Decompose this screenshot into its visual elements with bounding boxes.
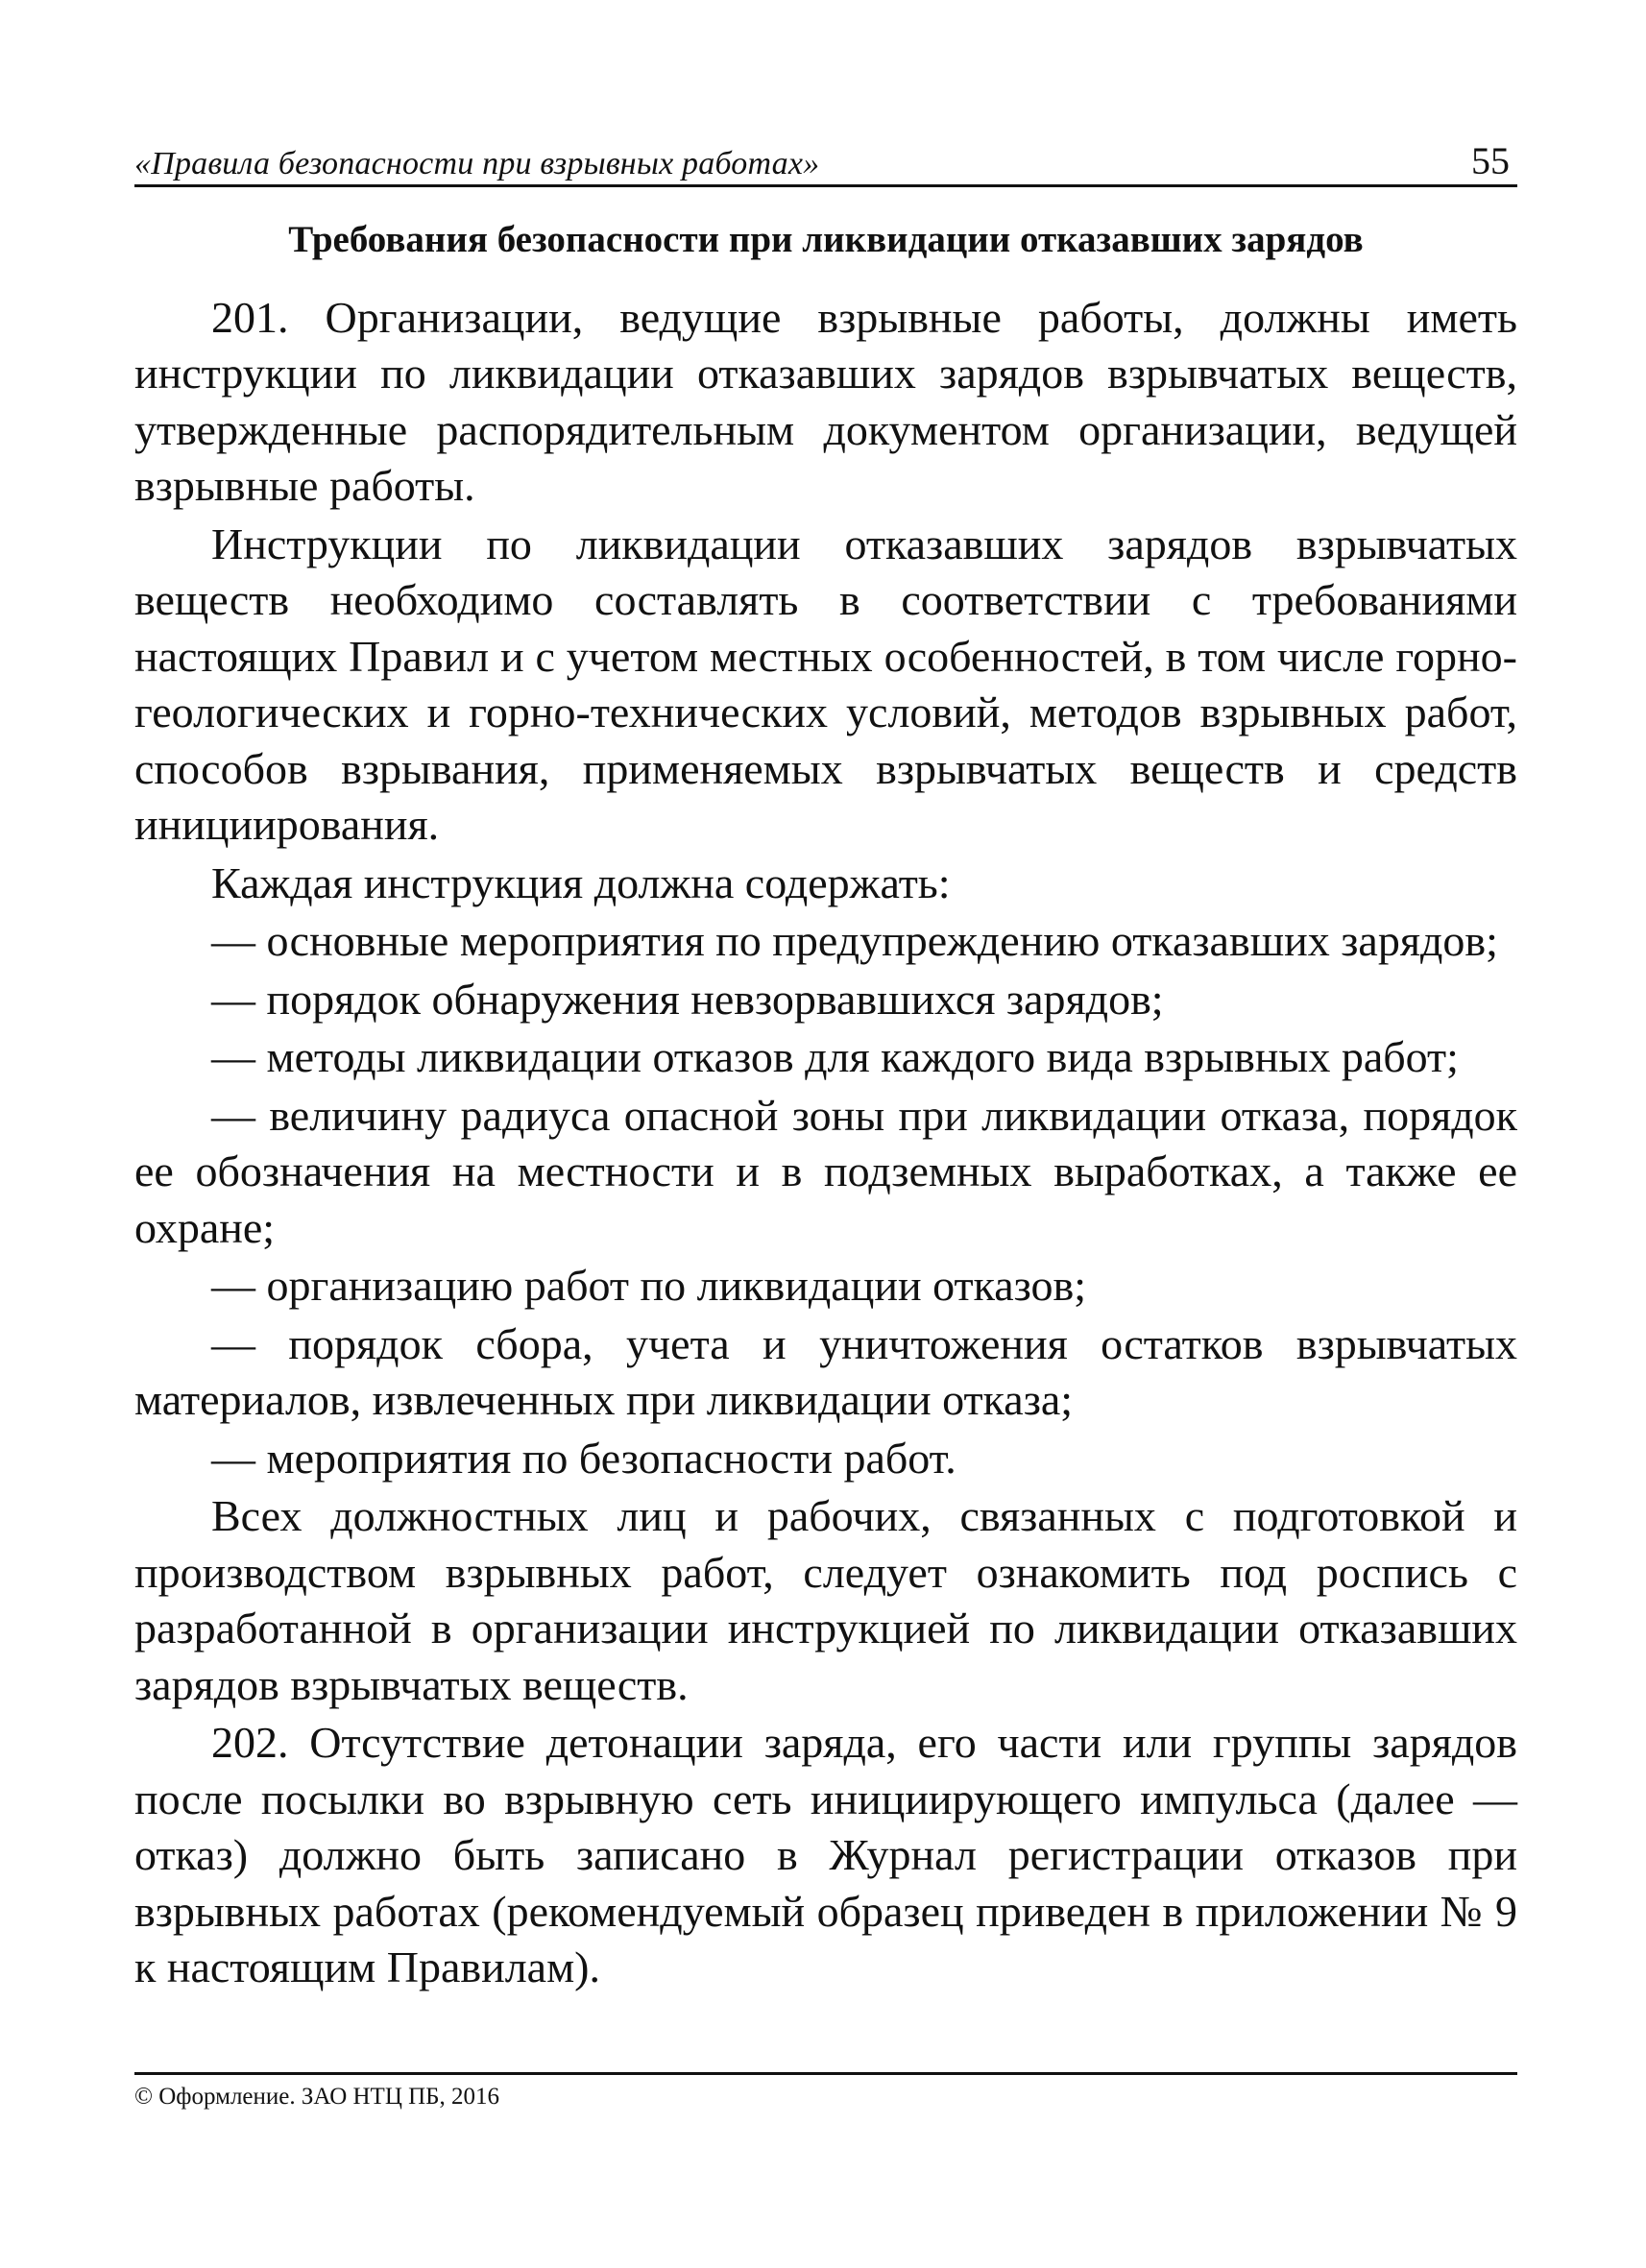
- paragraph: Инструкции по ликвидации отказавших зарядов взрывчатых веществ необходимо составлять в соответствии с требованиями настоящих Правил и с учетом местных особенностей, в том числе горно-геологических и горно-технических условий, методов взрывных работ, способов взрывания, применяемых взрывчатых веществ и средств инициирования.: [134, 519, 1517, 850]
- body-text: [134, 290, 1517, 1996]
- running-title: «Правила безопасности при взрывных работах»: [134, 146, 820, 181]
- list-item: — методы ликвидации отказов для каждого вида взрывных работ;: [211, 1032, 1459, 1082]
- list-item: — величину радиуса опасной зоны при ликвидации отказа, порядок ее обозначения на местности и в подземных выработках, а также ее охране;: [134, 1090, 1517, 1252]
- list-item: — организацию работ по ликвидации отказов;: [211, 1261, 1087, 1311]
- paragraph-202: 202. Отсутствие детонации заряда, его части или группы зарядов после посылки во взрывную сеть инициирующего импульса (далее — отказ) должно быть записано в Журнал регистрации отказов при взрывных работах (рекомендуемый образец приведен в приложении № 9 к настоящим Правилам).: [134, 1718, 1517, 1992]
- list-item: — порядок обнаружения невзорвавшихся зарядов;: [211, 974, 1164, 1024]
- section-heading: Требования безопасности при ликвидации отказавших зарядов: [288, 219, 1364, 260]
- paragraph: Всех должностных лиц и рабочих, связанных с подготовкой и производством взрывных работ, следует ознакомить под роспись с разработанной в организации инструкцией по ликвидации отказавших зарядов взрывчатых веществ.: [134, 1491, 1517, 1709]
- copyright-notice: © Оформление. ЗАО НТЦ ПБ, 2016: [134, 2084, 500, 2110]
- running-header: [134, 106, 1517, 187]
- page-footer: [134, 2072, 1517, 2111]
- list-item: — мероприятия по безопасности работ.: [211, 1433, 956, 1483]
- list-item: — порядок сбора, учета и уничтожения остатков взрывчатых материалов, извлеченных при ликвидации отказа;: [134, 1318, 1517, 1425]
- paragraph: Каждая инструкция должна содержать:: [211, 857, 951, 907]
- paragraph-201: 201. Организации, ведущие взрывные работы, должны иметь инструкции по ликвидации отказавших зарядов взрывчатых веществ, утвержденные распорядительным документом организации, ведущей взрывные работы.: [134, 292, 1517, 511]
- page-number: 55: [1471, 139, 1510, 182]
- list-item: — основные мероприятия по предупреждению отказавших зарядов;: [211, 916, 1498, 966]
- document-page: [134, 106, 1517, 2199]
